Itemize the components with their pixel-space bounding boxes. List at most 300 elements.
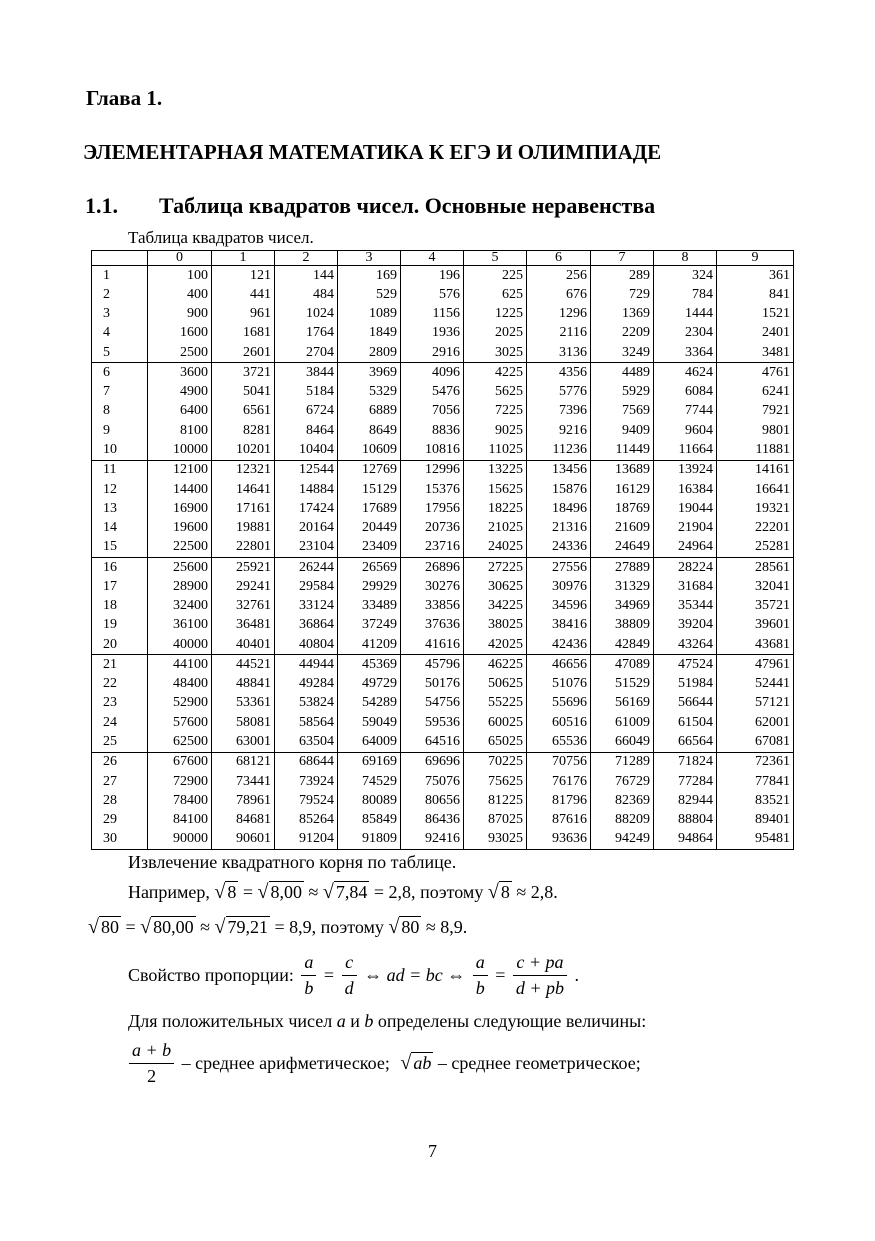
squares-table — [91, 250, 794, 850]
sqrt-80: √ 80 — [88, 916, 119, 938]
table-cell: 82369 — [591, 791, 654, 810]
table-cell: 7921 — [717, 402, 794, 421]
table-cell: 4489 — [591, 363, 654, 383]
table-cell: 50176 — [401, 675, 464, 694]
column-header: 6 — [527, 251, 591, 266]
table-cell: 1764 — [275, 324, 338, 343]
table-cell: 24025 — [464, 538, 527, 558]
table-cell: 16384 — [654, 480, 717, 499]
table-cell: 22500 — [148, 538, 212, 558]
table-cell: 65025 — [464, 732, 527, 752]
table-cell: 34596 — [527, 597, 591, 616]
table-cell: 43264 — [654, 635, 717, 655]
table-cell: 1681 — [212, 324, 275, 343]
column-header: 2 — [275, 251, 338, 266]
table-cell: 2401 — [717, 324, 794, 343]
row-header: 9 — [92, 421, 148, 440]
table-cell: 39601 — [717, 616, 794, 635]
table-cell: 73441 — [212, 772, 275, 791]
table-cell: 51076 — [527, 675, 591, 694]
table-cell: 8836 — [401, 421, 464, 440]
table-cell: 56644 — [654, 694, 717, 713]
table-cell: 81225 — [464, 791, 527, 810]
table-cell: 50625 — [464, 675, 527, 694]
table-cell: 15129 — [338, 480, 401, 499]
table-cell: 72361 — [717, 752, 794, 772]
table-cell: 63504 — [275, 732, 338, 752]
table-cell: 529 — [338, 285, 401, 304]
table-cell: 3969 — [338, 363, 401, 383]
table-row — [92, 830, 794, 850]
table-cell: 31329 — [591, 577, 654, 596]
table-cell: 63001 — [212, 732, 275, 752]
table-cell: 4356 — [527, 363, 591, 383]
table-cell: 8649 — [338, 421, 401, 440]
table-cell: 6889 — [338, 402, 401, 421]
proportion-line: Свойство пропорции: $\frac{a}{b}$ = $\frac{c}{d}$ ⇔ ad = bc ⇔ $\frac{a}{b}$ = $\frac{c + pa}{d + pb}$ . — [128, 952, 580, 998]
table-cell: 66564 — [654, 732, 717, 752]
section-number: 1.1. — [85, 193, 118, 218]
table-cell: 83521 — [717, 791, 794, 810]
table-cell: 57600 — [148, 713, 212, 732]
table-cell: 51984 — [654, 675, 717, 694]
table-cell: 34225 — [464, 597, 527, 616]
table-cell: 46656 — [527, 655, 591, 675]
table-cell: 17424 — [275, 499, 338, 518]
row-header: 21 — [92, 655, 148, 675]
table-cell: 13924 — [654, 460, 717, 480]
table-cell: 8281 — [212, 421, 275, 440]
row-header: 23 — [92, 694, 148, 713]
table-cell: 57121 — [717, 694, 794, 713]
geometric-mean-label: – среднее геометрическое; — [437, 1053, 641, 1073]
table-cell: 84681 — [212, 810, 275, 829]
table-cell: 47524 — [654, 655, 717, 675]
table-cell: 21316 — [527, 518, 591, 537]
table-cell: 1156 — [401, 305, 464, 324]
table-cell: 36481 — [212, 616, 275, 635]
table-cell: 34969 — [591, 597, 654, 616]
table-cell: 36864 — [275, 616, 338, 635]
table-row — [92, 460, 794, 480]
table-cell: 74529 — [338, 772, 401, 791]
table-cell: 121 — [212, 266, 275, 286]
row-header: 12 — [92, 480, 148, 499]
table-cell: 64516 — [401, 732, 464, 752]
table-cell: 22201 — [717, 518, 794, 537]
table-row — [92, 285, 794, 304]
table-cell: 47961 — [717, 655, 794, 675]
table-cell: 59536 — [401, 713, 464, 732]
table-cell: 4096 — [401, 363, 464, 383]
sqrt-8-00: √ 8,00 — [257, 881, 303, 903]
row-header: 6 — [92, 363, 148, 383]
table-row — [92, 266, 794, 286]
table-cell: 1444 — [654, 305, 717, 324]
row-header: 16 — [92, 557, 148, 577]
table-cell: 45369 — [338, 655, 401, 675]
row-header: 18 — [92, 597, 148, 616]
table-cell: 1521 — [717, 305, 794, 324]
table-cell: 80656 — [401, 791, 464, 810]
table-cell: 17161 — [212, 499, 275, 518]
table-cell: 38416 — [527, 616, 591, 635]
table-cell: 6084 — [654, 383, 717, 402]
table-row — [92, 577, 794, 596]
table-cell: 169 — [338, 266, 401, 286]
row-header: 4 — [92, 324, 148, 343]
table-cell: 30976 — [527, 577, 591, 596]
column-header: 1 — [212, 251, 275, 266]
table-cell: 36100 — [148, 616, 212, 635]
table-cell: 40804 — [275, 635, 338, 655]
table-cell: 31684 — [654, 577, 717, 596]
row-header: 19 — [92, 616, 148, 635]
table-cell: 8100 — [148, 421, 212, 440]
table-row — [92, 732, 794, 752]
row-header: 27 — [92, 772, 148, 791]
table-cell: 82944 — [654, 791, 717, 810]
table-cell: 3600 — [148, 363, 212, 383]
table-cell: 24649 — [591, 538, 654, 558]
table-row — [92, 752, 794, 772]
table-cell: 62001 — [717, 713, 794, 732]
table-cell: 90601 — [212, 830, 275, 850]
column-header: 8 — [654, 251, 717, 266]
table-cell: 961 — [212, 305, 275, 324]
row-header: 3 — [92, 305, 148, 324]
table-cell: 27889 — [591, 557, 654, 577]
table-cell: 49284 — [275, 675, 338, 694]
table-cell: 13456 — [527, 460, 591, 480]
table-cell: 2025 — [464, 324, 527, 343]
table-cell: 144 — [275, 266, 338, 286]
table-cell: 76176 — [527, 772, 591, 791]
table-cell: 13689 — [591, 460, 654, 480]
row-header: 28 — [92, 791, 148, 810]
table-row — [92, 383, 794, 402]
sqrt-80-00: √ 80,00 — [140, 916, 194, 938]
table-cell: 18225 — [464, 499, 527, 518]
table-cell: 54756 — [401, 694, 464, 713]
table-cell: 24964 — [654, 538, 717, 558]
fraction-extended: $\frac{c + pa}{d + pb}$ — [513, 952, 567, 999]
table-cell: 15876 — [527, 480, 591, 499]
table-cell: 20449 — [338, 518, 401, 537]
table-cell: 9604 — [654, 421, 717, 440]
table-cell: 11025 — [464, 440, 527, 460]
table-row — [92, 772, 794, 791]
table-cell: 441 — [212, 285, 275, 304]
table-row — [92, 655, 794, 675]
table-cell: 53361 — [212, 694, 275, 713]
table-cell: 19881 — [212, 518, 275, 537]
table-cell: 3249 — [591, 343, 654, 363]
table-cell: 1600 — [148, 324, 212, 343]
table-cell: 729 — [591, 285, 654, 304]
table-cell: 256 — [527, 266, 591, 286]
table-cell: 30625 — [464, 577, 527, 596]
table-cell: 24336 — [527, 538, 591, 558]
table-cell: 75076 — [401, 772, 464, 791]
table-cell: 900 — [148, 305, 212, 324]
table-cell: 16129 — [591, 480, 654, 499]
table-cell: 67600 — [148, 752, 212, 772]
table-cell: 92416 — [401, 830, 464, 850]
table-cell: 5041 — [212, 383, 275, 402]
table-cell: 51529 — [591, 675, 654, 694]
arithmetic-mean-label: – среднее арифметическое; — [181, 1053, 390, 1073]
table-cell: 48841 — [212, 675, 275, 694]
table-cell: 26896 — [401, 557, 464, 577]
table-cell: 49729 — [338, 675, 401, 694]
table-cell: 2304 — [654, 324, 717, 343]
table-cell: 225 — [464, 266, 527, 286]
table-cell: 93025 — [464, 830, 527, 850]
table-cell: 7396 — [527, 402, 591, 421]
fraction-a-b-2: $\frac{a}{b}$ — [473, 952, 488, 999]
table-cell: 12544 — [275, 460, 338, 480]
table-cell: 841 — [717, 285, 794, 304]
means-line — [126, 1040, 641, 1087]
table-cell: 361 — [717, 266, 794, 286]
table-cell: 75625 — [464, 772, 527, 791]
table-cell: 60516 — [527, 713, 591, 732]
table-cell: 66049 — [591, 732, 654, 752]
table-cell: 52900 — [148, 694, 212, 713]
table-cell: 11449 — [591, 440, 654, 460]
table-cell: 68121 — [212, 752, 275, 772]
table-cell: 2916 — [401, 343, 464, 363]
table-cell: 484 — [275, 285, 338, 304]
table-cell: 15376 — [401, 480, 464, 499]
table-cell: 3481 — [717, 343, 794, 363]
table-cell: 10816 — [401, 440, 464, 460]
table-cell: 5625 — [464, 383, 527, 402]
table-cell: 14161 — [717, 460, 794, 480]
table-cell: 81796 — [527, 791, 591, 810]
table-cell: 35344 — [654, 597, 717, 616]
row-header: 1 — [92, 266, 148, 286]
table-cell: 61009 — [591, 713, 654, 732]
row-header: 7 — [92, 383, 148, 402]
example-line-2: √ 80 = √ 80,00 ≈ √ 79,21 = 8,9, поэтому √ 80 ≈ 8,9. — [88, 916, 468, 938]
table-cell: 1225 — [464, 305, 527, 324]
table-row — [92, 305, 794, 324]
table-cell: 6561 — [212, 402, 275, 421]
table-cell: 26244 — [275, 557, 338, 577]
table-cell: 20164 — [275, 518, 338, 537]
table-cell: 21904 — [654, 518, 717, 537]
table-cell: 100 — [148, 266, 212, 286]
table-cell: 576 — [401, 285, 464, 304]
table-caption: Таблица квадратов чисел. — [128, 228, 314, 247]
row-header: 25 — [92, 732, 148, 752]
table-cell: 11236 — [527, 440, 591, 460]
column-header: 5 — [464, 251, 527, 266]
table-cell: 14641 — [212, 480, 275, 499]
page-number: 7 — [428, 1141, 437, 1161]
table-cell: 5476 — [401, 383, 464, 402]
table-cell: 2704 — [275, 343, 338, 363]
table-row — [92, 597, 794, 616]
table-cell: 46225 — [464, 655, 527, 675]
table-row — [92, 538, 794, 558]
sqrt-80-result: √ 80 — [388, 916, 420, 938]
table-cell: 71289 — [591, 752, 654, 772]
table-cell: 11881 — [717, 440, 794, 460]
table-row — [92, 713, 794, 732]
table-row — [92, 480, 794, 499]
table-cell: 25600 — [148, 557, 212, 577]
table-cell: 324 — [654, 266, 717, 286]
table-cell: 48400 — [148, 675, 212, 694]
table-cell: 94249 — [591, 830, 654, 850]
row-header: 30 — [92, 830, 148, 850]
cross-product: ad = bc — [386, 965, 443, 985]
table-cell: 88804 — [654, 810, 717, 829]
row-header: 20 — [92, 635, 148, 655]
table-cell: 17956 — [401, 499, 464, 518]
table-cell: 40000 — [148, 635, 212, 655]
table-cell: 28224 — [654, 557, 717, 577]
row-header: 22 — [92, 675, 148, 694]
table-cell: 15625 — [464, 480, 527, 499]
table-cell: 37636 — [401, 616, 464, 635]
table-cell: 19044 — [654, 499, 717, 518]
table-cell: 21609 — [591, 518, 654, 537]
table-cell: 2601 — [212, 343, 275, 363]
column-header: 3 — [338, 251, 401, 266]
table-cell: 41616 — [401, 635, 464, 655]
table-cell: 69169 — [338, 752, 401, 772]
table-cell: 44521 — [212, 655, 275, 675]
table-cell: 6400 — [148, 402, 212, 421]
table-cell: 27225 — [464, 557, 527, 577]
table-cell: 42436 — [527, 635, 591, 655]
table-cell: 89401 — [717, 810, 794, 829]
table-cell: 10000 — [148, 440, 212, 460]
table-cell: 86436 — [401, 810, 464, 829]
table-cell: 53824 — [275, 694, 338, 713]
table-cell: 28561 — [717, 557, 794, 577]
table-cell: 3136 — [527, 343, 591, 363]
table-row — [92, 675, 794, 694]
table-cell: 79524 — [275, 791, 338, 810]
table-cell: 625 — [464, 285, 527, 304]
table-cell: 38809 — [591, 616, 654, 635]
table-cell: 10201 — [212, 440, 275, 460]
table-cell: 32041 — [717, 577, 794, 596]
table-cell: 78961 — [212, 791, 275, 810]
table-cell: 73924 — [275, 772, 338, 791]
table-cell: 23409 — [338, 538, 401, 558]
table-cell: 58081 — [212, 713, 275, 732]
table-cell: 32761 — [212, 597, 275, 616]
table-cell: 9025 — [464, 421, 527, 440]
therefore-word-2: поэтому — [320, 917, 384, 937]
row-header: 29 — [92, 810, 148, 829]
row-header: 10 — [92, 440, 148, 460]
table-cell: 1936 — [401, 324, 464, 343]
therefore-word: поэтому — [420, 882, 484, 902]
table-cell: 72900 — [148, 772, 212, 791]
table-cell: 4900 — [148, 383, 212, 402]
table-cell: 52441 — [717, 675, 794, 694]
table-cell: 41209 — [338, 635, 401, 655]
table-cell: 91204 — [275, 830, 338, 850]
table-cell: 77841 — [717, 772, 794, 791]
table-cell: 64009 — [338, 732, 401, 752]
table-cell: 9216 — [527, 421, 591, 440]
table-row — [92, 343, 794, 363]
table-cell: 84100 — [148, 810, 212, 829]
table-cell: 7225 — [464, 402, 527, 421]
table-cell: 7056 — [401, 402, 464, 421]
row-header: 24 — [92, 713, 148, 732]
table-header-row — [92, 251, 794, 266]
part-title: ЭЛЕМЕНТАРНАЯ МАТЕМАТИКА К ЕГЭ И ОЛИМПИАДЕ — [83, 140, 662, 164]
table-cell: 85264 — [275, 810, 338, 829]
table-cell: 47089 — [591, 655, 654, 675]
table-cell: 16900 — [148, 499, 212, 518]
table-cell: 70225 — [464, 752, 527, 772]
sqrt-8-result: √ 8 — [487, 881, 510, 903]
table-cell: 33124 — [275, 597, 338, 616]
table-cell: 5329 — [338, 383, 401, 402]
table-cell: 8464 — [275, 421, 338, 440]
table-cell: 70756 — [527, 752, 591, 772]
table-cell: 5776 — [527, 383, 591, 402]
table-cell: 20736 — [401, 518, 464, 537]
table-cell: 77284 — [654, 772, 717, 791]
table-cell: 196 — [401, 266, 464, 286]
chapter-heading: Глава 1. — [86, 86, 163, 110]
table-cell: 40401 — [212, 635, 275, 655]
table-cell: 44944 — [275, 655, 338, 675]
column-header: 0 — [148, 251, 212, 266]
table-cell: 1024 — [275, 305, 338, 324]
table-cell: 23716 — [401, 538, 464, 558]
table-cell: 90000 — [148, 830, 212, 850]
table-cell: 23104 — [275, 538, 338, 558]
table-cell: 91809 — [338, 830, 401, 850]
table-cell: 11664 — [654, 440, 717, 460]
table-row — [92, 635, 794, 655]
table-cell: 28900 — [148, 577, 212, 596]
section-title: Таблица квадратов чисел. Основные неравенства — [159, 193, 656, 218]
table-cell: 2116 — [527, 324, 591, 343]
row-header: 11 — [92, 460, 148, 480]
table-cell: 42849 — [591, 635, 654, 655]
table-cell: 3844 — [275, 363, 338, 383]
table-cell: 61504 — [654, 713, 717, 732]
table-cell: 3025 — [464, 343, 527, 363]
table-cell: 7569 — [591, 402, 654, 421]
table-cell: 55225 — [464, 694, 527, 713]
table-cell: 12996 — [401, 460, 464, 480]
table-cell: 27556 — [527, 557, 591, 577]
table-cell: 80089 — [338, 791, 401, 810]
table-cell: 59049 — [338, 713, 401, 732]
table-cell: 676 — [527, 285, 591, 304]
table-cell: 19600 — [148, 518, 212, 537]
table-cell: 39204 — [654, 616, 717, 635]
table-cell: 21025 — [464, 518, 527, 537]
fraction-c-d: $\frac{c}{d}$ — [342, 952, 357, 999]
table-cell: 93636 — [527, 830, 591, 850]
table-cell: 60025 — [464, 713, 527, 732]
